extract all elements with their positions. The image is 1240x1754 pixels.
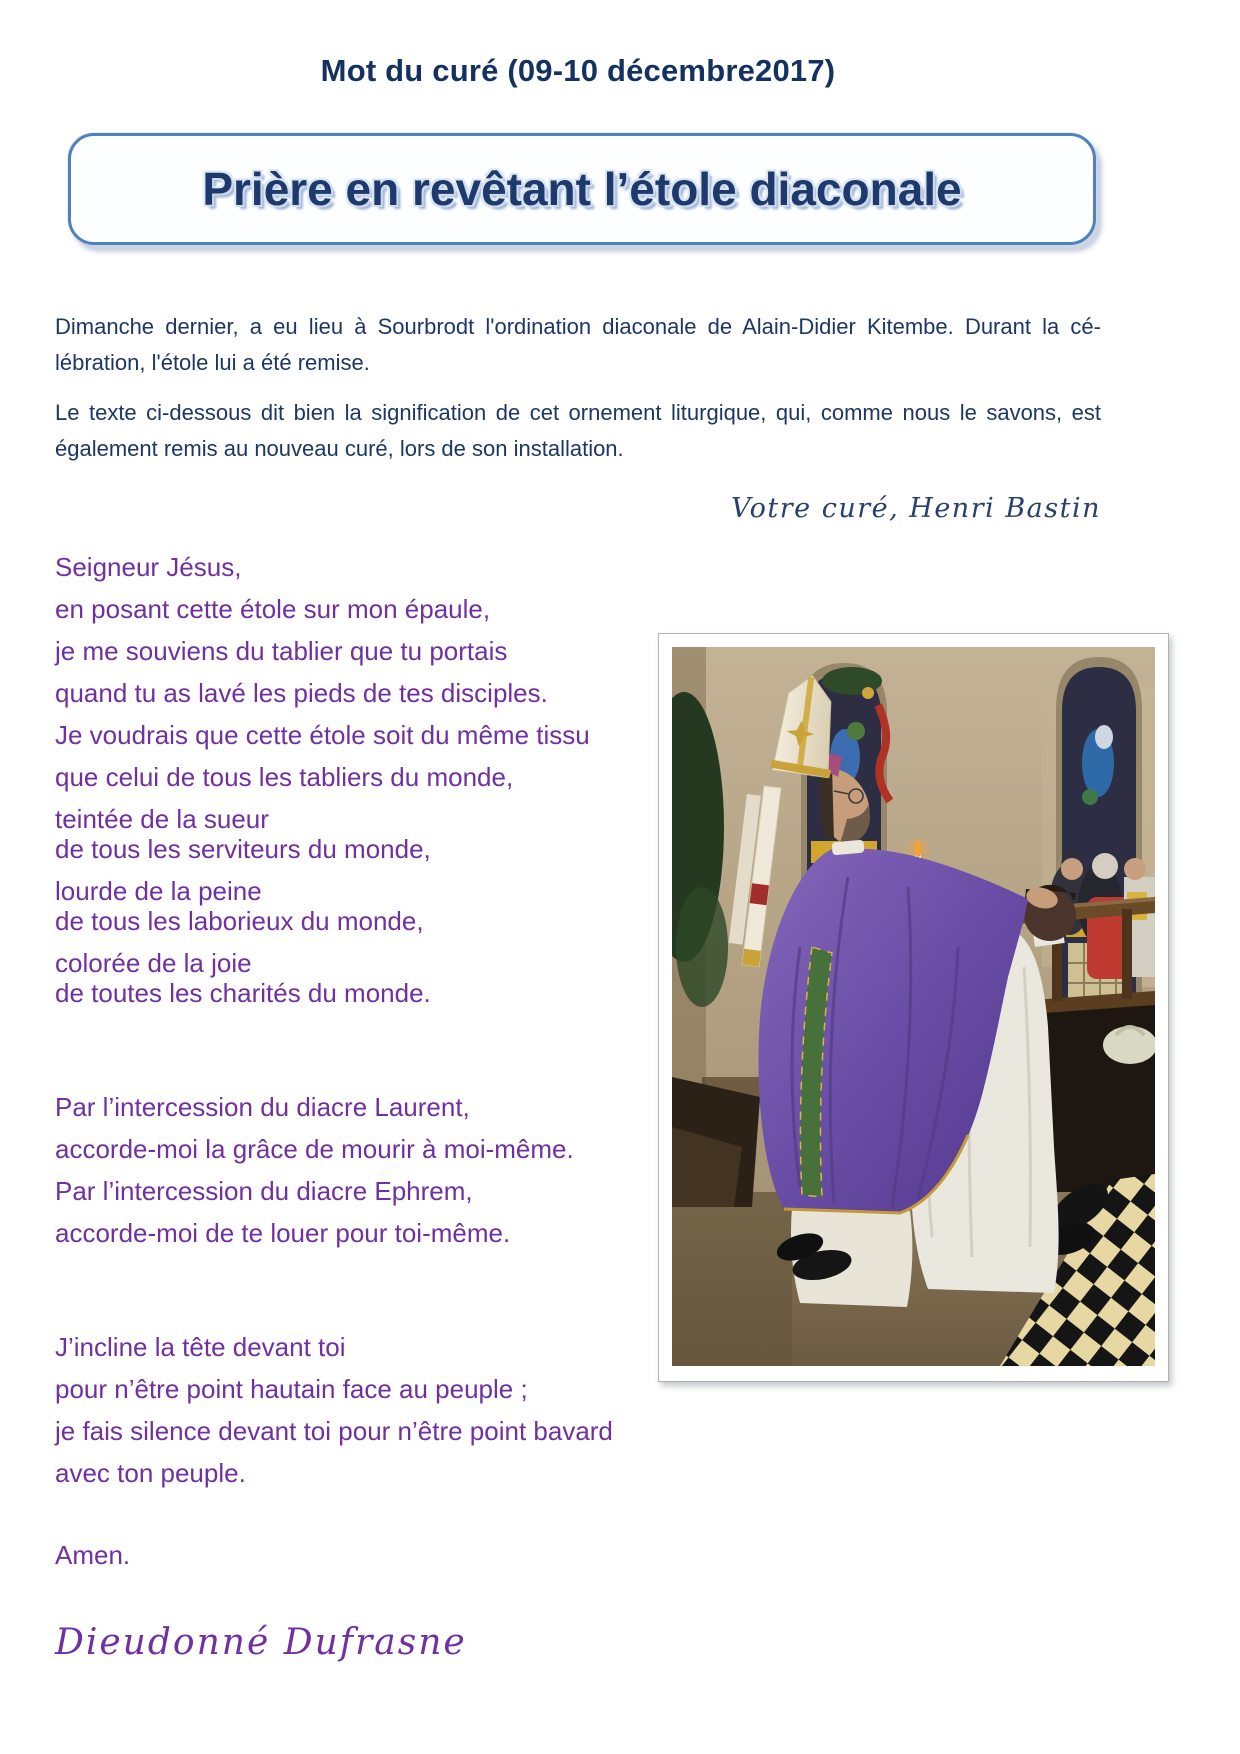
prayer-line: que celui de tous les tabliers du monde, bbox=[55, 762, 514, 792]
prayer-line: colorée de la joie bbox=[55, 948, 252, 978]
prayer-line: je me souviens du tablier que tu portais bbox=[55, 636, 508, 666]
prayer-line: je fais silence devant toi pour n’être point bavard bbox=[55, 1416, 613, 1446]
prayer-lines bbox=[55, 552, 755, 1570]
author-signature: Dieudonné Dufrasne bbox=[55, 1622, 467, 1663]
banner-title: Prière en revêtant l’étole diaconale bbox=[202, 163, 962, 215]
prayer-line: de toutes les charités du monde. bbox=[55, 978, 431, 1008]
prayer-line: Amen. bbox=[55, 1540, 131, 1570]
paragraph-line: lébration, l'étole lui a été remise. bbox=[55, 350, 370, 375]
banner-box bbox=[68, 133, 1096, 245]
prayer-line: lourde de la peine bbox=[55, 876, 262, 906]
prayer-line: accorde-moi la grâce de mourir à moi-même. bbox=[55, 1134, 574, 1164]
paragraph-line: Le texte ci-dessous dit bien la signification de cet ornement liturgique, qui, comme nous le savons, est bbox=[55, 400, 1101, 425]
page-title: Mot du curé (09-10 décembre2017) bbox=[320, 53, 836, 88]
prayer-line: Par l’intercession du diacre Ephrem, bbox=[55, 1176, 473, 1206]
prayer-line: Je voudrais que cette étole soit du même tissu bbox=[55, 720, 590, 750]
paragraph-line: également remis au nouveau curé, lors de son installation. bbox=[55, 436, 624, 461]
intro-paragraph-2 bbox=[55, 395, 1101, 467]
main-content bbox=[55, 0, 1101, 1663]
prayer-line: teintée de la sueur bbox=[55, 804, 269, 834]
intro-paragraph-1 bbox=[55, 309, 1101, 381]
prayer-line: de tous les serviteurs du monde, bbox=[55, 834, 431, 864]
prayer-line: en posant cette étole sur mon épaule, bbox=[55, 594, 491, 624]
prayer-line: de tous les laborieux du monde, bbox=[55, 906, 424, 936]
prayer-line: pour n’être point hautain face au peuple ; bbox=[55, 1374, 528, 1404]
cure-signature: Votre curé, Henri Bastin bbox=[731, 493, 1101, 524]
prayer-line: J’incline la tête devant toi bbox=[55, 1332, 346, 1362]
paragraph-line: Dimanche dernier, a eu lieu à Sourbrodt l'ordination diaconale de Alain-Didier Kitembe. Durant la cé- bbox=[55, 314, 1101, 339]
prayer-line: Par l’intercession du diacre Laurent, bbox=[55, 1092, 470, 1122]
prayer-line: avec ton peuple. bbox=[55, 1458, 246, 1488]
prayer-line: quand tu as lavé les pieds de tes disciples. bbox=[55, 678, 548, 708]
prayer-line: Seigneur Jésus, bbox=[55, 552, 242, 582]
prayer-line: accorde-moi de te louer pour toi-même. bbox=[55, 1218, 511, 1248]
